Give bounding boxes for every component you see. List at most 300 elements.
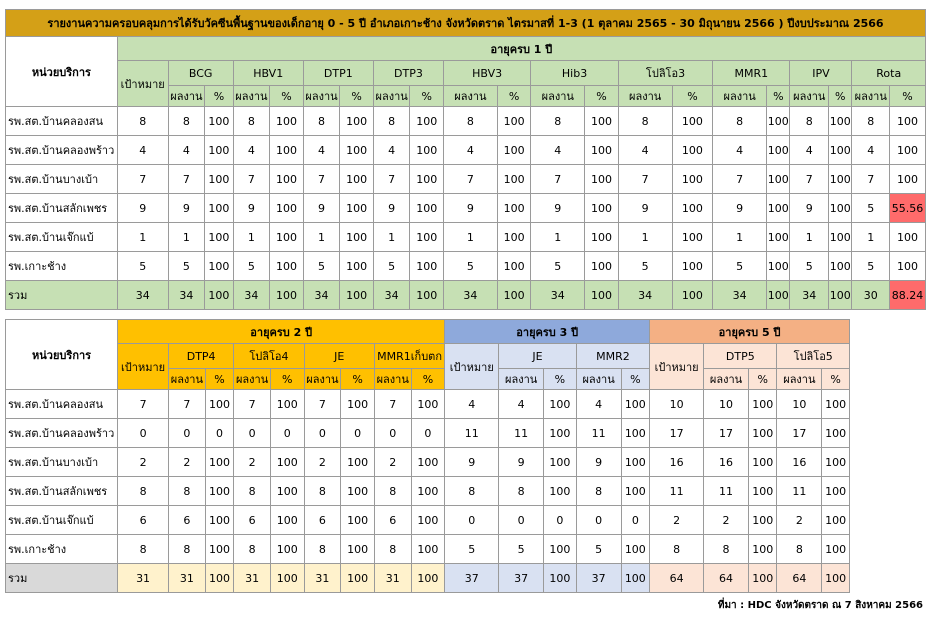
coverage-value: 100 — [544, 419, 577, 448]
coverage-value: 6 — [304, 506, 341, 535]
table-row — [6, 564, 850, 593]
coverage-value: 100 — [340, 165, 374, 194]
coverage-value: 11 — [499, 419, 544, 448]
result-header: ผลงาน — [443, 86, 497, 107]
coverage-value: 7 — [713, 165, 767, 194]
target-value: 8 — [117, 107, 168, 136]
coverage-value: 8 — [168, 107, 205, 136]
unit-name: รพ.สต.บ้านคลองสน — [6, 107, 118, 136]
coverage-value: 100 — [767, 194, 790, 223]
coverage-value: 100 — [340, 223, 374, 252]
coverage-value: 100 — [205, 223, 233, 252]
coverage-value: 0 — [341, 419, 375, 448]
coverage-value: 100 — [822, 448, 850, 477]
target-value: 2 — [650, 506, 704, 535]
coverage-value: 100 — [672, 107, 713, 136]
target-value: 9 — [445, 448, 499, 477]
target-value: 0 — [118, 419, 169, 448]
table-row — [6, 252, 926, 281]
coverage-value: 5 — [852, 194, 890, 223]
coverage-value: 100 — [822, 390, 850, 419]
coverage-value: 5 — [531, 252, 585, 281]
table-row — [6, 506, 850, 535]
percent-header: % — [411, 369, 445, 390]
coverage-value: 100 — [767, 281, 790, 310]
percent-header: % — [822, 369, 850, 390]
coverage-value: 10 — [704, 390, 749, 419]
percent-header: % — [890, 86, 926, 107]
coverage-value: 7 — [852, 165, 890, 194]
unit-name: รพ.สต.บ้านเจ๊กแบ้ — [6, 506, 118, 535]
coverage-value: 4 — [373, 136, 410, 165]
unit-name: รพ.เกาะช้าง — [6, 535, 118, 564]
coverage-value: 1 — [303, 223, 340, 252]
coverage-value: 100 — [829, 281, 852, 310]
target-value: 8 — [445, 477, 499, 506]
vaccine-header: HBV1 — [233, 61, 303, 86]
coverage-value: 64 — [704, 564, 749, 593]
coverage-value: 4 — [499, 390, 544, 419]
coverage-value: 8 — [304, 477, 341, 506]
coverage-value: 100 — [340, 136, 374, 165]
coverage-value: 100 — [340, 281, 374, 310]
coverage-value: 100 — [341, 448, 375, 477]
coverage-value: 34 — [233, 281, 270, 310]
result-header: ผลงาน — [704, 369, 749, 390]
target-value: 10 — [650, 390, 704, 419]
coverage-value: 7 — [234, 390, 271, 419]
percent-header: % — [205, 369, 234, 390]
target-value: 11 — [445, 419, 499, 448]
coverage-value: 7 — [373, 165, 410, 194]
coverage-value: 4 — [790, 136, 829, 165]
vaccine-header: โปลิโอ5 — [777, 344, 850, 369]
result-header: ผลงาน — [531, 86, 585, 107]
coverage-value: 2 — [704, 506, 749, 535]
coverage-value: 8 — [531, 107, 585, 136]
coverage-value: 100 — [621, 419, 650, 448]
coverage-value: 100 — [767, 136, 790, 165]
coverage-value: 100 — [411, 535, 445, 564]
coverage-value: 1 — [713, 223, 767, 252]
coverage-value: 100 — [270, 535, 304, 564]
coverage-value: 0 — [205, 419, 234, 448]
vaccine-header: MMR1 — [713, 61, 790, 86]
table-row — [6, 194, 926, 223]
coverage-value: 0 — [499, 506, 544, 535]
coverage-value: 34 — [443, 281, 497, 310]
coverage-value: 100 — [205, 194, 233, 223]
coverage-value: 8 — [777, 535, 822, 564]
percent-header: % — [585, 86, 619, 107]
coverage-value: 100 — [410, 252, 444, 281]
vaccine-header: HBV3 — [443, 61, 530, 86]
percent-header: % — [748, 369, 777, 390]
coverage-value: 5 — [499, 535, 544, 564]
coverage-value: 8 — [374, 535, 411, 564]
coverage-value: 2 — [374, 448, 411, 477]
coverage-value: 7 — [303, 165, 340, 194]
coverage-value: 100 — [621, 477, 650, 506]
table-row — [6, 136, 926, 165]
coverage-value: 100 — [672, 165, 713, 194]
coverage-value: 1 — [790, 223, 829, 252]
coverage-value: 100 — [890, 136, 926, 165]
report-title: รายงานความครอบคลุมการได้รับวัคซีนพื้นฐานของเด็กอายุ 0 - 5 ปี อำเภอเกาะช้าง จังหวัดตราด ไตรมาสที่ 1-3 (1 ตุลาคม 2565 - 30 มิถุนายน 2566 ) ปีงบประมาณ 2566 — [6, 10, 926, 37]
unit-name: รพ.สต.บ้านบางเบ้า — [6, 448, 118, 477]
result-header: ผลงาน — [576, 369, 621, 390]
result-header: ผลงาน — [373, 86, 410, 107]
coverage-value: 34 — [531, 281, 585, 310]
coverage-value: 100 — [205, 281, 233, 310]
coverage-value: 100 — [341, 564, 375, 593]
coverage-value: 100 — [270, 448, 304, 477]
coverage-value: 16 — [704, 448, 749, 477]
unit-name: รพ.สต.บ้านสลักเพชร — [6, 194, 118, 223]
coverage-value: 4 — [443, 136, 497, 165]
coverage-value: 100 — [411, 448, 445, 477]
coverage-value: 8 — [713, 107, 767, 136]
coverage-value: 100 — [205, 564, 234, 593]
coverage-value: 5 — [618, 252, 672, 281]
coverage-value: 100 — [544, 564, 577, 593]
coverage-value: 100 — [270, 564, 304, 593]
coverage-value: 100 — [585, 136, 619, 165]
coverage-value: 5 — [168, 252, 205, 281]
coverage-value: 0 — [270, 419, 304, 448]
coverage-value: 100 — [341, 477, 375, 506]
age2-header: อายุครบ 2 ปี — [118, 320, 445, 344]
coverage-value: 4 — [168, 136, 205, 165]
coverage-value: 34 — [713, 281, 767, 310]
coverage-value: 100 — [270, 136, 304, 165]
coverage-value: 2 — [169, 448, 206, 477]
age5-header: อายุครบ 5 ปี — [650, 320, 850, 344]
age3-header: อายุครบ 3 ปี — [445, 320, 650, 344]
coverage-value: 31 — [169, 564, 206, 593]
coverage-value: 9 — [576, 448, 621, 477]
coverage-value: 100 — [340, 252, 374, 281]
coverage-value: 100 — [621, 535, 650, 564]
coverage-value: 7 — [304, 390, 341, 419]
vaccine-header: IPV — [790, 61, 852, 86]
coverage-value: 100 — [767, 252, 790, 281]
coverage-value: 9 — [233, 194, 270, 223]
target-value: 9 — [117, 194, 168, 223]
coverage-value: 100 — [621, 390, 650, 419]
coverage-value: 8 — [576, 477, 621, 506]
coverage-value: 8 — [169, 535, 206, 564]
coverage-value: 7 — [443, 165, 497, 194]
result-header: ผลงาน — [374, 369, 411, 390]
coverage-value: 6 — [374, 506, 411, 535]
percent-header: % — [270, 86, 304, 107]
coverage-value: 11 — [777, 477, 822, 506]
coverage-value: 100 — [585, 107, 619, 136]
coverage-value: 37 — [576, 564, 621, 593]
coverage-value: 100 — [205, 136, 233, 165]
coverage-value: 34 — [303, 281, 340, 310]
vaccine-header: JE — [304, 344, 374, 369]
coverage-value: 8 — [304, 535, 341, 564]
result-header: ผลงาน — [169, 369, 206, 390]
coverage-value: 100 — [270, 281, 304, 310]
coverage-value: 100 — [890, 165, 926, 194]
coverage-value: 100 — [497, 281, 531, 310]
table-row — [6, 419, 850, 448]
percent-header: % — [410, 86, 444, 107]
target-value: 4 — [445, 390, 499, 419]
coverage-value: 17 — [704, 419, 749, 448]
coverage-value: 100 — [672, 194, 713, 223]
coverage-value: 4 — [233, 136, 270, 165]
percent-header: % — [270, 369, 304, 390]
coverage-value: 100 — [748, 564, 777, 593]
coverage-value: 100 — [767, 223, 790, 252]
coverage-value: 34 — [618, 281, 672, 310]
coverage-value: 7 — [168, 165, 205, 194]
result-header: ผลงาน — [852, 86, 890, 107]
vaccine-header: BCG — [168, 61, 233, 86]
coverage-value: 16 — [777, 448, 822, 477]
coverage-value: 1 — [618, 223, 672, 252]
coverage-value: 4 — [618, 136, 672, 165]
target-value: 5 — [117, 252, 168, 281]
coverage-value: 100 — [672, 223, 713, 252]
coverage-value: 100 — [410, 223, 444, 252]
percent-header: % — [497, 86, 531, 107]
vaccine-header: MMR1เก็บตก — [374, 344, 444, 369]
target-header: เป้าหมาย — [118, 344, 169, 390]
target-value: 16 — [650, 448, 704, 477]
coverage-value: 100 — [270, 390, 304, 419]
coverage-value: 31 — [374, 564, 411, 593]
table-row — [6, 535, 850, 564]
coverage-value: 100 — [410, 136, 444, 165]
target-value: 8 — [118, 535, 169, 564]
age1-header: อายุครบ 1 ปี — [117, 37, 925, 61]
coverage-value: 100 — [205, 252, 233, 281]
percent-header: % — [341, 369, 375, 390]
coverage-value: 5 — [233, 252, 270, 281]
vaccine-header: MMR2 — [576, 344, 649, 369]
coverage-value: 8 — [374, 477, 411, 506]
coverage-value: 9 — [790, 194, 829, 223]
target-value: 31 — [118, 564, 169, 593]
age1-coverage-table — [5, 9, 926, 310]
coverage-value: 100 — [270, 165, 304, 194]
target-value: 17 — [650, 419, 704, 448]
table-row — [6, 107, 926, 136]
coverage-value: 100 — [205, 165, 233, 194]
coverage-value: 2 — [234, 448, 271, 477]
coverage-value: 8 — [233, 107, 270, 136]
coverage-value: 100 — [270, 477, 304, 506]
coverage-value: 5 — [303, 252, 340, 281]
coverage-value: 7 — [790, 165, 829, 194]
coverage-value: 100 — [748, 506, 777, 535]
coverage-value: 100 — [497, 252, 531, 281]
coverage-value: 100 — [544, 390, 577, 419]
vaccine-header: Hib3 — [531, 61, 618, 86]
coverage-value: 100 — [341, 535, 375, 564]
coverage-value: 6 — [169, 506, 206, 535]
target-value: 1 — [117, 223, 168, 252]
result-header: ผลงาน — [234, 369, 271, 390]
vaccine-header: Rota — [852, 61, 926, 86]
coverage-value: 8 — [303, 107, 340, 136]
coverage-value: 9 — [618, 194, 672, 223]
coverage-value: 1 — [852, 223, 890, 252]
coverage-value: 100 — [829, 194, 852, 223]
target-value: 2 — [118, 448, 169, 477]
coverage-value: 100 — [822, 506, 850, 535]
coverage-value: 100 — [890, 107, 926, 136]
table-row — [6, 165, 926, 194]
coverage-value: 100 — [340, 194, 374, 223]
coverage-value: 1 — [443, 223, 497, 252]
coverage-value: 100 — [340, 107, 374, 136]
coverage-value: 8 — [790, 107, 829, 136]
coverage-value: 100 — [585, 194, 619, 223]
coverage-value: 4 — [303, 136, 340, 165]
vaccine-header: DTP1 — [303, 61, 373, 86]
coverage-value: 100 — [544, 477, 577, 506]
coverage-value: 100 — [497, 165, 531, 194]
coverage-value: 100 — [497, 107, 531, 136]
coverage-value: 100 — [205, 107, 233, 136]
unit-name: รพ.สต.บ้านสลักเพชร — [6, 477, 118, 506]
coverage-value: 100 — [411, 477, 445, 506]
coverage-value: 8 — [234, 535, 271, 564]
coverage-value: 0 — [304, 419, 341, 448]
coverage-value: 100 — [672, 252, 713, 281]
coverage-value: 2 — [304, 448, 341, 477]
unit-name: รพ.สต.บ้านคลองพร้าว — [6, 136, 118, 165]
coverage-value: 31 — [304, 564, 341, 593]
coverage-value: 100 — [544, 448, 577, 477]
coverage-value: 100 — [767, 107, 790, 136]
coverage-value: 64 — [777, 564, 822, 593]
percent-header: % — [205, 86, 233, 107]
coverage-value: 100 — [205, 448, 234, 477]
coverage-value: 100 — [205, 506, 234, 535]
vaccine-header: DTP4 — [169, 344, 234, 369]
coverage-value: 100 — [411, 564, 445, 593]
coverage-value: 100 — [829, 107, 852, 136]
coverage-value: 100 — [822, 564, 850, 593]
target-value: 8 — [650, 535, 704, 564]
percent-header: % — [544, 369, 577, 390]
coverage-value: 9 — [443, 194, 497, 223]
result-header: ผลงาน — [790, 86, 829, 107]
coverage-value: 9 — [713, 194, 767, 223]
coverage-value: 0 — [234, 419, 271, 448]
coverage-value: 0 — [544, 506, 577, 535]
result-header: ผลงาน — [304, 369, 341, 390]
coverage-value: 2 — [777, 506, 822, 535]
coverage-value: 31 — [234, 564, 271, 593]
result-header: ผลงาน — [777, 369, 822, 390]
table-row — [6, 390, 850, 419]
target-header: เป้าหมาย — [650, 344, 704, 390]
unit-name: รพ.สต.บ้านคลองสน — [6, 390, 118, 419]
coverage-value: 100 — [410, 194, 444, 223]
coverage-value: 10 — [777, 390, 822, 419]
unit-name: รพ.สต.บ้านเจ๊กแบ้ — [6, 223, 118, 252]
coverage-value: 100 — [672, 136, 713, 165]
vaccine-header: JE — [499, 344, 576, 369]
coverage-value: 100 — [410, 165, 444, 194]
coverage-value: 34 — [373, 281, 410, 310]
result-header: ผลงาน — [168, 86, 205, 107]
coverage-value: 37 — [499, 564, 544, 593]
coverage-value: 55.56 — [890, 194, 926, 223]
coverage-value: 4 — [531, 136, 585, 165]
target-value: 7 — [117, 165, 168, 194]
coverage-value: 9 — [168, 194, 205, 223]
coverage-value: 100 — [822, 419, 850, 448]
unit-header: หน่วยบริการ — [6, 37, 118, 107]
coverage-value: 6 — [234, 506, 271, 535]
target-value: 37 — [445, 564, 499, 593]
coverage-value: 30 — [852, 281, 890, 310]
coverage-value: 100 — [822, 535, 850, 564]
percent-header: % — [340, 86, 374, 107]
coverage-value: 100 — [829, 136, 852, 165]
unit-name: รพ.สต.บ้านคลองพร้าว — [6, 419, 118, 448]
table-row — [6, 477, 850, 506]
target-value: 0 — [445, 506, 499, 535]
unit-header: หน่วยบริการ — [6, 320, 118, 390]
target-value: 8 — [118, 477, 169, 506]
coverage-value: 0 — [621, 506, 650, 535]
coverage-value: 100 — [822, 477, 850, 506]
coverage-value: 9 — [531, 194, 585, 223]
coverage-value: 100 — [411, 390, 445, 419]
coverage-value: 100 — [585, 252, 619, 281]
coverage-value: 5 — [713, 252, 767, 281]
table-row — [6, 448, 850, 477]
percent-header: % — [829, 86, 852, 107]
coverage-value: 100 — [205, 390, 234, 419]
coverage-value: 7 — [531, 165, 585, 194]
coverage-value: 11 — [704, 477, 749, 506]
coverage-value: 100 — [829, 252, 852, 281]
unit-name: รพ.เกาะช้าง — [6, 252, 118, 281]
coverage-value: 100 — [748, 419, 777, 448]
coverage-value: 100 — [748, 390, 777, 419]
percent-header: % — [767, 86, 790, 107]
coverage-value: 100 — [341, 506, 375, 535]
coverage-value: 100 — [270, 223, 304, 252]
coverage-value: 4 — [576, 390, 621, 419]
result-header: ผลงาน — [303, 86, 340, 107]
result-header: ผลงาน — [618, 86, 672, 107]
coverage-value: 100 — [767, 165, 790, 194]
coverage-value: 100 — [585, 281, 619, 310]
coverage-value: 1 — [373, 223, 410, 252]
coverage-value: 100 — [205, 477, 234, 506]
coverage-value: 100 — [890, 223, 926, 252]
target-value: 5 — [445, 535, 499, 564]
vaccine-header: โปลิโอ4 — [234, 344, 304, 369]
coverage-value: 17 — [777, 419, 822, 448]
coverage-value: 100 — [748, 448, 777, 477]
coverage-value: 9 — [303, 194, 340, 223]
result-header: ผลงาน — [499, 369, 544, 390]
coverage-value: 1 — [233, 223, 270, 252]
